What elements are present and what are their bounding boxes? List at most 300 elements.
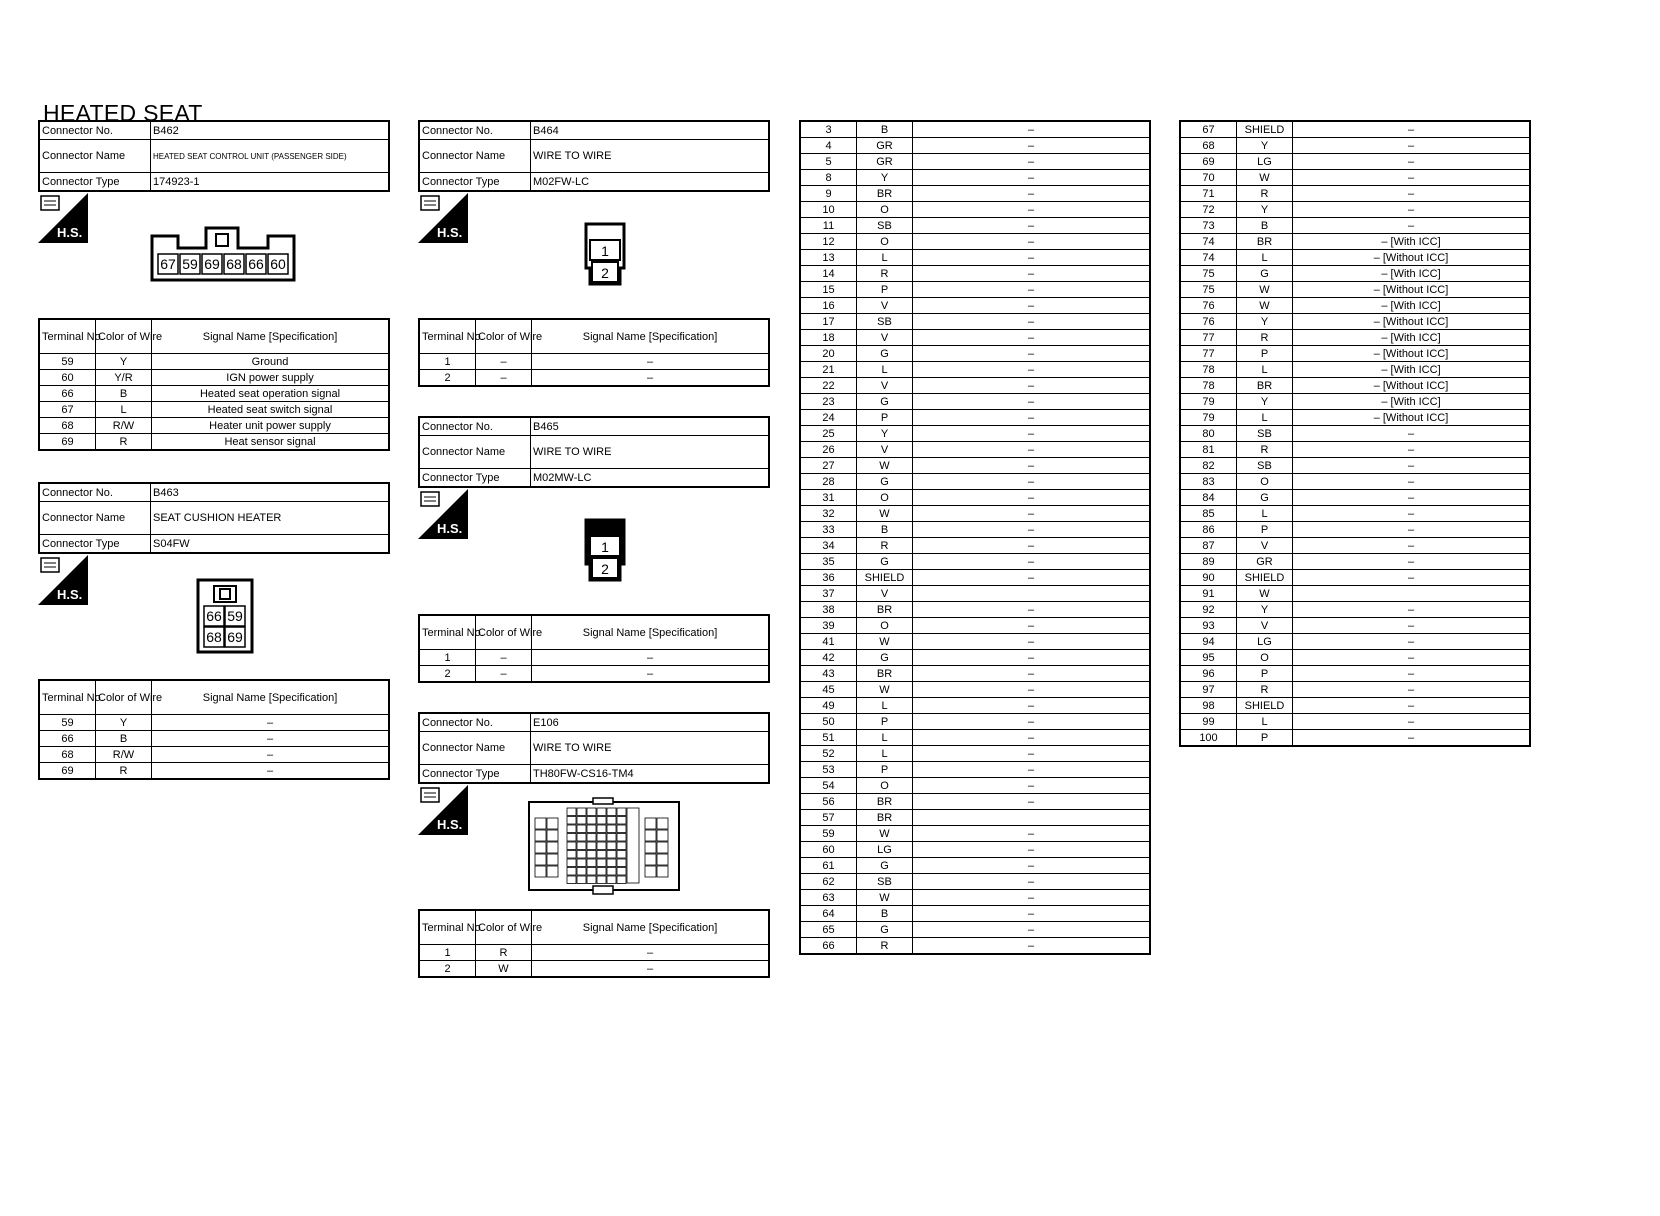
terminal-no-cell: 69 — [39, 434, 96, 451]
pin-label: 1 — [601, 243, 609, 259]
terminal-no-cell: 93 — [1180, 618, 1237, 634]
signal-cell: – [Without ICC] — [1293, 314, 1531, 330]
table-row — [1180, 554, 1530, 570]
connector-type-label: Connector Type — [419, 173, 531, 192]
pin-label: 68 — [226, 256, 242, 272]
connector-no-value: B465 — [531, 417, 770, 436]
terminal-no-cell: 87 — [1180, 538, 1237, 554]
table-row — [39, 731, 389, 747]
table-row — [800, 458, 1150, 474]
terminal-no-cell: 10 — [800, 202, 857, 218]
signal-cell: – — [913, 330, 1151, 346]
wire-color-cell: L — [857, 746, 913, 762]
terminal-no-cell: 91 — [1180, 586, 1237, 602]
connector-no-value: B462 — [151, 121, 390, 140]
table-row — [800, 522, 1150, 538]
table-row — [800, 410, 1150, 426]
table-row — [800, 474, 1150, 490]
signal-cell: – — [1293, 474, 1531, 490]
hs-icon-label: H.S. — [57, 225, 83, 240]
terminal-no-cell: 74 — [1180, 250, 1237, 266]
signal-cell: – — [913, 378, 1151, 394]
table-row — [800, 842, 1150, 858]
pin-label: 66 — [248, 256, 264, 272]
signal-cell: – — [913, 826, 1151, 842]
terminal-no-header: Terminal No. — [419, 615, 476, 650]
signal-cell: – [Without ICC] — [1293, 282, 1531, 298]
signal-cell: – — [913, 442, 1151, 458]
wire-color-cell: W — [1237, 298, 1293, 314]
terminal-no-cell: 71 — [1180, 186, 1237, 202]
table-row — [800, 554, 1150, 570]
wire-color-cell: O — [857, 618, 913, 634]
terminal-no-cell: 18 — [800, 330, 857, 346]
wire-color-cell: V — [857, 442, 913, 458]
wire-color-cell: G — [857, 554, 913, 570]
wire-color-cell: W — [1237, 282, 1293, 298]
wire-color-cell: BR — [857, 794, 913, 810]
terminal-no-cell: 66 — [39, 731, 96, 747]
table-row — [800, 730, 1150, 746]
wire-color-cell: W — [476, 961, 532, 978]
terminal-no-cell: 31 — [800, 490, 857, 506]
wire-color-cell: SB — [1237, 426, 1293, 442]
terminal-no-cell: 75 — [1180, 266, 1237, 282]
terminal-no-cell: 51 — [800, 730, 857, 746]
terminal-no-cell: 24 — [800, 410, 857, 426]
terminal-no-cell: 25 — [800, 426, 857, 442]
terminal-no-cell: 62 — [800, 874, 857, 890]
signal-cell: – — [913, 618, 1151, 634]
terminal-no-cell: 86 — [1180, 522, 1237, 538]
connector-name-label: Connector Name — [419, 140, 531, 173]
signal-cell: – — [913, 890, 1151, 906]
wire-color-cell: SHIELD — [1237, 121, 1293, 138]
table-row — [800, 906, 1150, 922]
terminal-no-cell: 97 — [1180, 682, 1237, 698]
wire-color-cell: BR — [857, 602, 913, 618]
table-row — [1180, 282, 1530, 298]
terminal-no-cell: 89 — [1180, 554, 1237, 570]
terminal-no-cell: 66 — [39, 386, 96, 402]
wire-color-cell: GR — [857, 138, 913, 154]
pin-label: 59 — [182, 256, 198, 272]
signal-cell: – — [913, 426, 1151, 442]
wire-color-cell: B — [857, 906, 913, 922]
terminal-no-cell: 73 — [1180, 218, 1237, 234]
signal-cell: – — [913, 778, 1151, 794]
wire-color-cell: R — [476, 945, 532, 961]
terminal-no-cell: 20 — [800, 346, 857, 362]
signal-cell: – — [1293, 170, 1531, 186]
table-row — [800, 890, 1150, 906]
terminal-no-cell: 23 — [800, 394, 857, 410]
signal-cell: – — [1293, 698, 1531, 714]
wire-color-cell: L — [857, 362, 913, 378]
hs-icon — [418, 785, 468, 835]
signal-cell: Heat sensor signal — [152, 434, 390, 451]
signal-cell: – — [913, 922, 1151, 938]
connector-face-e106 — [527, 798, 681, 894]
wire-color-cell: V — [1237, 618, 1293, 634]
table-row — [39, 418, 389, 434]
terminal-no-cell: 63 — [800, 890, 857, 906]
wire-color-cell: P — [1237, 666, 1293, 682]
signal-cell: – — [913, 170, 1151, 186]
signal-cell: – — [913, 154, 1151, 170]
terminal-no-cell: 1 — [419, 945, 476, 961]
table-row — [39, 370, 389, 386]
terminal-no-cell: 15 — [800, 282, 857, 298]
signal-cell: – — [913, 298, 1151, 314]
table-row — [800, 858, 1150, 874]
terminal-no-cell: 65 — [800, 922, 857, 938]
table-row — [1180, 666, 1530, 682]
terminal-no-cell: 72 — [1180, 202, 1237, 218]
terminal-table-e106-cont-1 — [799, 120, 1151, 955]
wire-color-cell: R — [857, 938, 913, 955]
hs-icon — [38, 193, 88, 243]
table-row — [39, 763, 389, 780]
terminal-no-cell: 96 — [1180, 666, 1237, 682]
signal-cell: – — [1293, 121, 1531, 138]
table-row — [1180, 218, 1530, 234]
pin-label: 69 — [227, 629, 243, 645]
pin-label: 1 — [601, 539, 609, 555]
signal-cell: – — [913, 842, 1151, 858]
connector-type-value: M02FW-LC — [531, 173, 770, 192]
wire-color-cell: SHIELD — [1237, 698, 1293, 714]
table-row — [1180, 154, 1530, 170]
connector-name-value: WIRE TO WIRE — [531, 732, 770, 765]
signal-cell: – — [1293, 570, 1531, 586]
terminal-no-cell: 2 — [419, 666, 476, 683]
connector-no-label: Connector No. — [419, 121, 531, 140]
wire-color-cell: G — [857, 394, 913, 410]
wire-color-cell: – — [476, 666, 532, 683]
wire-color-cell: GR — [1237, 554, 1293, 570]
connector-name-label: Connector Name — [419, 436, 531, 469]
connector-name-label: Connector Name — [39, 140, 151, 173]
terminal-no-cell: 59 — [800, 826, 857, 842]
wire-color-cell: BR — [857, 666, 913, 682]
terminal-no-cell: 36 — [800, 570, 857, 586]
table-row — [800, 874, 1150, 890]
pin-label: 69 — [204, 256, 220, 272]
connector-name-value: HEATED SEAT CONTROL UNIT (PASSENGER SIDE) — [151, 140, 390, 173]
terminal-no-cell: 68 — [1180, 138, 1237, 154]
page-title: HEATED SEAT — [43, 100, 203, 126]
signal-cell: – — [913, 538, 1151, 554]
terminal-no-header: Terminal No. — [419, 910, 476, 945]
hs-icon-label: H.S. — [437, 817, 463, 832]
table-row — [1180, 522, 1530, 538]
wire-color-cell: R/W — [96, 747, 152, 763]
table-row — [1180, 314, 1530, 330]
table-row — [800, 682, 1150, 698]
table-row — [419, 666, 769, 683]
signal-cell: – — [152, 747, 390, 763]
table-row — [800, 922, 1150, 938]
hs-icon — [418, 489, 468, 539]
terminal-no-cell: 50 — [800, 714, 857, 730]
signal-cell: – [With ICC] — [1293, 362, 1531, 378]
wire-color-cell: LG — [1237, 634, 1293, 650]
table-row — [1180, 330, 1530, 346]
terminal-no-cell: 77 — [1180, 330, 1237, 346]
signal-cell: – — [1293, 154, 1531, 170]
signal-cell: – — [913, 874, 1151, 890]
signal-cell: – [Without ICC] — [1293, 346, 1531, 362]
signal-cell: – — [1293, 538, 1531, 554]
terminal-no-cell: 21 — [800, 362, 857, 378]
table-row — [1180, 570, 1530, 586]
signal-cell: – — [913, 650, 1151, 666]
table-row — [39, 402, 389, 418]
terminal-no-cell: 74 — [1180, 234, 1237, 250]
wire-color-cell: Y — [1237, 602, 1293, 618]
terminal-no-cell: 92 — [1180, 602, 1237, 618]
terminal-no-cell: 69 — [1180, 154, 1237, 170]
wire-color-cell: V — [857, 378, 913, 394]
terminal-no-cell: 85 — [1180, 506, 1237, 522]
table-row — [1180, 121, 1530, 138]
wire-color-cell: G — [857, 474, 913, 490]
terminal-no-cell: 66 — [800, 938, 857, 955]
wire-color-cell: V — [1237, 538, 1293, 554]
hs-icon — [38, 555, 88, 605]
signal-cell: – — [1293, 714, 1531, 730]
terminal-no-cell: 77 — [1180, 346, 1237, 362]
wire-color-cell: G — [857, 922, 913, 938]
terminal-no-header: Terminal No. — [39, 680, 96, 715]
table-row — [800, 202, 1150, 218]
terminal-no-cell: 32 — [800, 506, 857, 522]
table-row — [800, 634, 1150, 650]
table-row — [800, 586, 1150, 602]
terminal-no-cell: 61 — [800, 858, 857, 874]
table-row — [1180, 202, 1530, 218]
wire-color-cell: BR — [1237, 234, 1293, 250]
connector-type-label: Connector Type — [39, 173, 151, 192]
signal-cell: – — [913, 266, 1151, 282]
signal-cell: – — [1293, 682, 1531, 698]
table-row — [800, 810, 1150, 826]
signal-cell: – — [913, 682, 1151, 698]
table-row — [800, 826, 1150, 842]
color-header: Color of Wire — [476, 910, 532, 945]
signal-cell: Ground — [152, 354, 390, 370]
wire-color-cell: Y — [857, 170, 913, 186]
table-row — [1180, 378, 1530, 394]
terminal-table-e106-cont-2 — [1179, 120, 1531, 747]
terminal-no-cell: 60 — [39, 370, 96, 386]
wire-color-cell: BR — [857, 810, 913, 826]
table-row — [800, 506, 1150, 522]
table-row — [1180, 650, 1530, 666]
signal-cell: – [With ICC] — [1293, 330, 1531, 346]
table-row — [1180, 714, 1530, 730]
terminal-no-cell: 76 — [1180, 298, 1237, 314]
terminal-no-cell: 34 — [800, 538, 857, 554]
wire-color-cell: O — [1237, 650, 1293, 666]
wire-color-cell: W — [857, 682, 913, 698]
signal-cell: – — [1293, 458, 1531, 474]
signal-cell: – [With ICC] — [1293, 266, 1531, 282]
signal-cell: – [Without ICC] — [1293, 378, 1531, 394]
wire-color-cell: L — [1237, 410, 1293, 426]
connector-face-b463 — [196, 578, 254, 654]
table-row — [800, 714, 1150, 730]
table-row — [800, 778, 1150, 794]
connector-info-b464 — [418, 120, 770, 192]
terminal-no-cell: 67 — [39, 402, 96, 418]
terminal-no-cell: 99 — [1180, 714, 1237, 730]
signal-cell: – — [913, 570, 1151, 586]
terminal-no-cell: 3 — [800, 121, 857, 138]
hs-icon-label: H.S. — [57, 587, 83, 602]
wire-color-cell: B — [857, 522, 913, 538]
terminal-table-b463 — [38, 679, 390, 780]
connector-name-value: SEAT CUSHION HEATER — [151, 502, 390, 535]
terminal-no-cell: 68 — [39, 747, 96, 763]
signal-cell: – — [152, 763, 390, 780]
table-row — [1180, 410, 1530, 426]
wire-color-cell: W — [857, 890, 913, 906]
table-row — [800, 666, 1150, 682]
wire-color-cell: V — [857, 298, 913, 314]
terminal-no-cell: 68 — [39, 418, 96, 434]
terminal-no-cell: 75 — [1180, 282, 1237, 298]
table-row — [419, 354, 769, 370]
terminal-no-cell: 38 — [800, 602, 857, 618]
table-row — [800, 218, 1150, 234]
wire-color-cell: P — [1237, 346, 1293, 362]
table-row — [1180, 618, 1530, 634]
table-row — [1180, 362, 1530, 378]
table-row — [419, 650, 769, 666]
terminal-no-cell: 83 — [1180, 474, 1237, 490]
signal-cell: – — [1293, 506, 1531, 522]
signal-cell: – — [152, 731, 390, 747]
connector-no-label: Connector No. — [419, 417, 531, 436]
wire-color-cell: W — [857, 506, 913, 522]
wire-color-cell: V — [857, 586, 913, 602]
terminal-no-cell: 43 — [800, 666, 857, 682]
hs-icon — [418, 193, 468, 243]
table-row — [1180, 474, 1530, 490]
terminal-no-cell: 64 — [800, 906, 857, 922]
wire-color-cell: G — [857, 650, 913, 666]
signal-cell: Heated seat operation signal — [152, 386, 390, 402]
connector-face-b465 — [582, 518, 628, 584]
table-row — [800, 282, 1150, 298]
terminal-no-cell: 79 — [1180, 410, 1237, 426]
terminal-no-cell: 42 — [800, 650, 857, 666]
signal-cell — [913, 586, 1151, 602]
connector-no-label: Connector No. — [39, 121, 151, 140]
signal-cell: – — [532, 354, 770, 370]
connector-name-value: WIRE TO WIRE — [531, 140, 770, 173]
wire-color-cell: R — [1237, 682, 1293, 698]
wire-color-cell: SB — [857, 874, 913, 890]
wire-color-cell: W — [1237, 170, 1293, 186]
wire-color-cell: L — [1237, 250, 1293, 266]
terminal-no-cell: 52 — [800, 746, 857, 762]
wire-color-cell: BR — [857, 186, 913, 202]
signal-header: Signal Name [Specification] — [152, 319, 390, 354]
terminal-table-e106 — [418, 909, 770, 978]
signal-cell: – [Without ICC] — [1293, 250, 1531, 266]
table-row — [800, 426, 1150, 442]
table-row — [800, 394, 1150, 410]
table-row — [1180, 458, 1530, 474]
signal-cell: – — [913, 218, 1151, 234]
table-row — [39, 386, 389, 402]
signal-cell: – — [913, 458, 1151, 474]
terminal-no-cell: 35 — [800, 554, 857, 570]
signal-cell: – — [1293, 138, 1531, 154]
terminal-no-cell: 78 — [1180, 378, 1237, 394]
pin-label: 59 — [227, 608, 243, 624]
connector-info-b465 — [418, 416, 770, 488]
wire-color-cell: SB — [857, 218, 913, 234]
wire-color-cell: R — [1237, 330, 1293, 346]
signal-cell: – — [913, 746, 1151, 762]
connector-type-value: TH80FW-CS16-TM4 — [531, 765, 770, 784]
table-row — [1180, 170, 1530, 186]
terminal-no-cell: 82 — [1180, 458, 1237, 474]
wire-color-cell: B — [96, 731, 152, 747]
table-row — [800, 186, 1150, 202]
terminal-no-cell: 28 — [800, 474, 857, 490]
table-row — [800, 442, 1150, 458]
terminal-no-cell: 57 — [800, 810, 857, 826]
table-row — [800, 746, 1150, 762]
signal-cell: – — [913, 362, 1151, 378]
table-row — [800, 234, 1150, 250]
pin-label: 68 — [206, 629, 222, 645]
table-row — [800, 570, 1150, 586]
signal-cell: – — [913, 634, 1151, 650]
table-row — [1180, 266, 1530, 282]
color-header: Color of Wire — [476, 319, 532, 354]
wire-color-cell: B — [1237, 218, 1293, 234]
terminal-table-b462 — [38, 318, 390, 451]
signal-cell: – — [1293, 426, 1531, 442]
terminal-no-cell: 76 — [1180, 314, 1237, 330]
connector-type-label: Connector Type — [39, 535, 151, 554]
hs-icon-label: H.S. — [437, 225, 463, 240]
signal-cell: – — [913, 794, 1151, 810]
terminal-table-b464 — [418, 318, 770, 387]
wire-color-cell: GR — [857, 154, 913, 170]
signal-cell: – [With ICC] — [1293, 234, 1531, 250]
terminal-no-cell: 80 — [1180, 426, 1237, 442]
terminal-no-cell: 81 — [1180, 442, 1237, 458]
terminal-table-b465 — [418, 614, 770, 683]
table-row — [1180, 442, 1530, 458]
wire-color-cell: SHIELD — [857, 570, 913, 586]
connector-name-label: Connector Name — [419, 732, 531, 765]
wire-color-cell: P — [857, 282, 913, 298]
signal-cell: – — [913, 282, 1151, 298]
terminal-no-header: Terminal No. — [419, 319, 476, 354]
wire-color-cell: L — [1237, 362, 1293, 378]
wire-color-cell: R — [857, 538, 913, 554]
signal-cell: – — [1293, 186, 1531, 202]
color-header: Color of Wire — [96, 319, 152, 354]
